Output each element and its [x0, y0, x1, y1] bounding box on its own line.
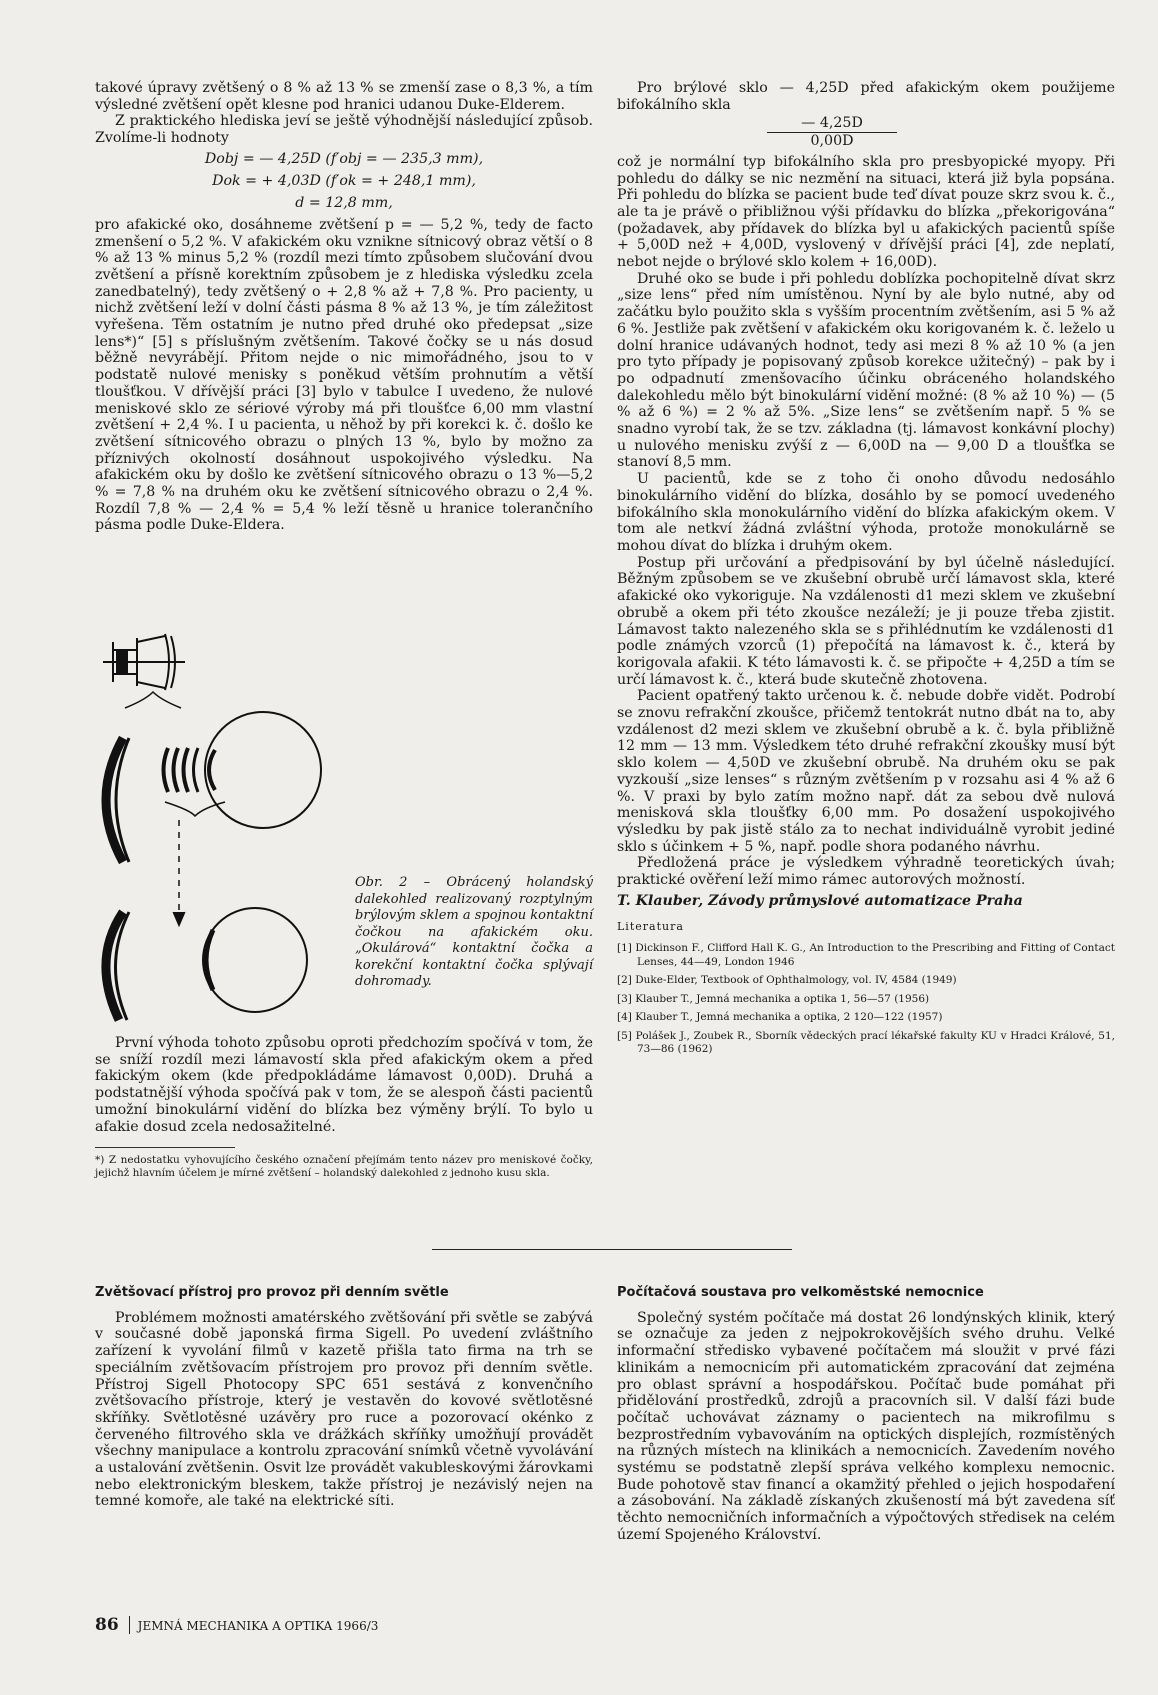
article-enlarger-body: Problémem možnosti amatérského zvětšování při světle se zabývá v současné době japonská firma Sigell. Po uvedení zvláštního zařízení k vyvolání filmů v kazetě přišla tato firma na trh se speciálním zvětšovacím přístrojem pro provoz při denním světle. Přístroj Sigell Photocopy SPC 651 sestává z konvenčního zvětšovacího přístroje, který je vestavěn do kovové světlotěsné skříňky. Světlotěsné uzávěry pro ruce a pozorovací okénko z červeného filtrového skla ve drážkách skříňky umožňují provádět všechny manipulace a kontrolu zpracování snímků včetně vyvolávání a ustalování zvětšenin. Osvit lze provádět vakubleskovými žárovkami nebo elektronickým bleskem, takže přístroj je nezávislý nejen na temné komoře, ale také na elektrické síti.: [95, 1309, 593, 1510]
telescope-sketch: [103, 634, 185, 690]
left-paragraph-1: takové úpravy zvětšený o 8 % až 13 % se zmenší zase o 8,3 %, a tím výsledné zvětšení opět klesne pod hranici udanou Duke-Elderem.: [95, 80, 593, 113]
author-signature: T. Klauber, Závody průmyslové automatizace Praha: [617, 892, 1023, 909]
equation-d-ok: Dok = + 4,03D (f′ok = + 248,1 mm),: [212, 172, 476, 189]
article-enlarger-title: Zvětšovací přístroj pro provoz při denním světle: [95, 1285, 449, 1300]
article-computer-body: Společný systém počítače má dostat 26 londýnských klinik, který se označuje za jeden z nejpokrokovějších svého druhu. Velké informační středisko vybavené počítačem má sloužit v prvé fázi klinikám a nemocnicím při automatickém zpracování dat zejména pro oblast správní a hospodářskou. Počítač bude pomáhat při přidělování prostředků, zdrojů a pracovních sil. V další fázi bude počítač uchovávat záznamy o pacientech na mikrofilmu s bezprostředním vybavováním na optických displejích, rozmístěných na různých místech na klinikách a nemocnicích. Zavedením nového systému se podstatně zlepší správa velkého komplexu nemocnic. Bude pohotově stav financí a okamžitý přehled o jejich hospodaření a zásobování. Na základě získaných zkušeností má být zavedena síť těchto nemocničních informačních a výpočtových středisek na celém území Spojeného Království.: [617, 1309, 1115, 1543]
equation-d: d = 12,8 mm,: [295, 194, 393, 211]
right-paragraph-5: Postup při určování a předpisování by byl účelně následující. Běžným způsobem se ve zkušební obrubě určí lámavost skla, které afakické oko vykoriguje. Na vzdálenosti d1 mezi sklem ve zkušební obrubě a okem při této zkoušce nezáleží; je ji pouze třeba zjistit. Lámavost takto nalezeného skla se s přihlédnutím ke vzdálenosti d1 podle známých vzorců (1) přepočítá na lámavost k. č., která by korigovala afakii. K této lámavosti k. č. se připočte + 4,25D a tím se určí lámavost k. č., která bude skutečně zhotovena.: [617, 554, 1115, 688]
references-heading: Literatura: [617, 920, 684, 934]
right-paragraph-7: Předložená práce je výsledkem výhradně teoretických úvah; praktické ověření leží mimo rámec autorových možností.: [617, 855, 1115, 889]
fraction-numerator: — 4,25D: [767, 115, 897, 133]
equation-d-obj: Dobj = — 4,25D (f′obj = — 235,3 mm),: [204, 150, 484, 167]
reference-item: [1] Dickinson F., Clifford Hall K. G., An Introduction to the Prescribing and Fitting of Contact Lenses, 44—49, London 1946: [617, 942, 1115, 968]
article-computer: [617, 1285, 1115, 1544]
left-column: [95, 80, 593, 534]
reference-item: [2] Duke-Elder, Textbook of Ophthalmology, vol. IV, 4584 (1949): [617, 974, 957, 987]
article-computer-title: Počítačová soustava pro velkoměstské nemocnice: [617, 1285, 984, 1300]
right-paragraph-2: což je normální typ bifokálního skla pro presbyopické myopy. Při pohledu do dálky se nic nezmění na situaci, která již byla popsána. Při pohledu do blízka se pacient bude teď dívat pouze skrz svou k. č., ale ta je právě o přibližnou výši přídavku do blízka „překorigována“ (požadavek, aby přídavek do blízka byl u afakických pacientů spíše + 5,00D než + 4,00D, vyslovený v dřívější práci [4], zde neplatí, nebot nejde o brýlové sklo kolem + 16,00D).: [617, 153, 1115, 271]
right-paragraph-3: Druhé oko se bude i při pohledu doblízka pochopitelně dívat skrz „size lens“ před ním umístěnou. Nyní by ale bylo nutné, aby od začátku bylo použito skla s vyšším procentním zvětšením, asi 5 % až 6 %. Jestliže pak zvětšení v afakickém oku korigovaném k. č. leželo u dolní hranice udávaných hodnot, tedy asi mezi 8 % až 10 % (a jen pro tyto případy je popisovaný způsob korekce užitečný) – pak by i po odpadnutí zmenšovacího účinku obráceného holandského dalekohledu mělo být binokulární vidění možné: (8 % až 10 %) — (5 % až 6 %) = 2 % až 5%. „Size lens“ se zvětšením např. 5 % se snadno vyrobí tak, že se tzv. základna (tj. lámavost konkávní plochy) u nulového menisku zvýší z — 6,00D na — 9,00 D a tloušťka se stanoví 8,5 mm.: [617, 270, 1115, 471]
figure-caption: Obr. 2 – Obrácený holandský dalekohled realizovaný rozptylným brýlovým sklem a spojnou kontaktní čočkou na afakickém oku. „Okulárová“ kontaktní čočka a korekční kontaktní čočka splývají dohromady.: [355, 875, 593, 989]
bifocal-fraction: [767, 115, 897, 149]
page-number: 86: [95, 1615, 119, 1635]
afakic-eye-lower: [106, 908, 307, 1020]
left-paragraph-2: Z praktického hlediska jeví se ještě výhodnější následující způsob. Zvolíme-li hodnoty: [95, 113, 593, 147]
right-paragraph-4: U pacientů, kde se z toho či onoho důvodu nedosáhlo binokulárního vidění do blízka, dosáhlo by se pomocí uvedeného bifokálního skla monokulárního vidění do blízka afakickým okem. V tom ale netkví žádná zvláštní výhoda, protože monokulárně se mohou dívat do blízka i druhým okem.: [617, 471, 1115, 554]
journal-name: JEMNÁ MECHANIKA A OPTIKA 1966/3: [137, 1619, 379, 1633]
section-divider: [432, 1249, 792, 1250]
footnote-rule: [95, 1147, 235, 1148]
reference-item: [5] Polášek J., Zoubek R., Sborník vědeckých prací lékařské fakulty KU v Hradci Králové, 51, 73—86 (1962): [617, 1029, 1115, 1056]
right-column: [617, 80, 1115, 1062]
left-column-lower: [95, 1035, 593, 1180]
left-paragraph-3: pro afakické oko, dosáhneme zvětšení p = — 5,2 %, tedy de facto zmenšení o 5,2 %. V afakickém oku vznikne sítnicový obraz větší o 8 % až 13 % minus 5,2 % (rozdíl mezi tímto způsobem slučování dvou zvětšení a přísně korektním způsobem je z hlediska výsledku zcela zanedbatelný), tedy zvětšený o + 2,8 % až + 7,8 %. Pro pacienty, u nichž zvětšení leží v dolní části pásma 8 % až 13 %, je tím záležitost vyřešena. Těm ostatním je nutno před druhé oko předepsat „size lens*)“ [5] s příslušným zvětšením. Takové čočky se u nás dosud běžně nevyrábějí. Přitom nejde o nic mimořádného, jsou to v podstatě nulové menisky s poněkud větším prohnutím a větší tloušťkou. V dřívější práci [3] bylo v tabulce I uvedeno, že nulové meniskové sklo ze sériové výroby má při tloušťce 6,00 mm vlastní zvětšení + 2,4 %. I u pacienta, u něhož by při korekci k. č. došlo ke zvětšení sítnicového obrazu o plných 13 %, bylo by možno za příznivých okolností dosáhnout uspokojivého výsledku. Na afakickém oku by došlo ke zvětšení sítnicového obrazu o 13 %—5,2 % = 7,8 % na druhém oku ke zvětšení sítnicového obrazu o 2,4 %. Rozdíl 7,8 % — 2,4 % = 5,4 % leží těsně u hranice tolerančního pásma podle Duke-Eldera.: [95, 216, 593, 534]
right-paragraph-6: Pacient opatřený takto určenou k. č. nebude dobře vidět. Podrobí se znovu refrakční zkoušce, přičemž tentokrát nutno dbát na to, aby vzdálenost d2 mezi sklem ve zkušební obrubě a k. č. byla přibližně 12 mm — 13 mm. Výsledkem této druhé refrakční zkoušky musí být sklo kolem — 4,50D ve zkušební obrubě. Na druhém oku se pak vyzkouší „size lenses“ s různým zvětšením p v rozsahu asi 4 % až 6 %. V praxi by bylo zatím možno např. dát za sebou dvě nulová menisková skla tloušťky 6,00 mm. Po dosažení uspokojivého výsledku by pak jistě stálo za to nechat individuálně vyrobit jediné sklo s účinkem + 5 %, např. podle shora podaného návrhu.: [617, 688, 1115, 855]
right-paragraph-1: Pro brýlové sklo — 4,25D před afakickým okem použijeme bifokálního skla: [617, 80, 1115, 113]
reference-item: [3] Klauber T., Jemná mechanika a optika 1, 56—57 (1956): [617, 992, 930, 1005]
footer-separator: [129, 1616, 130, 1634]
footnote: *) Z nedostatku vyhovujícího českého označení přejímám tento název pro meniskové čočky, jejichž hlavním účelem je mírné zvětšení – holandský dalekohled z jednoho kusu skla.: [95, 1154, 593, 1180]
page-footer: [95, 1615, 378, 1635]
left-paragraph-4: První výhoda tohoto způsobu oproti předchozím spočívá v tom, že se sníží rozdíl mezi lámavostí skla před afakickým okem a před fakickým okem (kde předpokládáme lámavost 0,00D). Druhá a podstatnější výhoda spočívá pak v tom, že se alespoň části pacientů umožní binokulární vidění do blízka bez výměny brýlí. To bylo u afakie dosud zcela nedosažitelné.: [95, 1035, 593, 1135]
reference-item: [4] Klauber T., Jemná mechanika a optika, 2 120—122 (1957): [617, 1011, 943, 1024]
article-enlarger: [95, 1285, 593, 1510]
afakic-eye-upper: [106, 712, 321, 862]
fraction-denominator: 0,00D: [810, 133, 854, 150]
